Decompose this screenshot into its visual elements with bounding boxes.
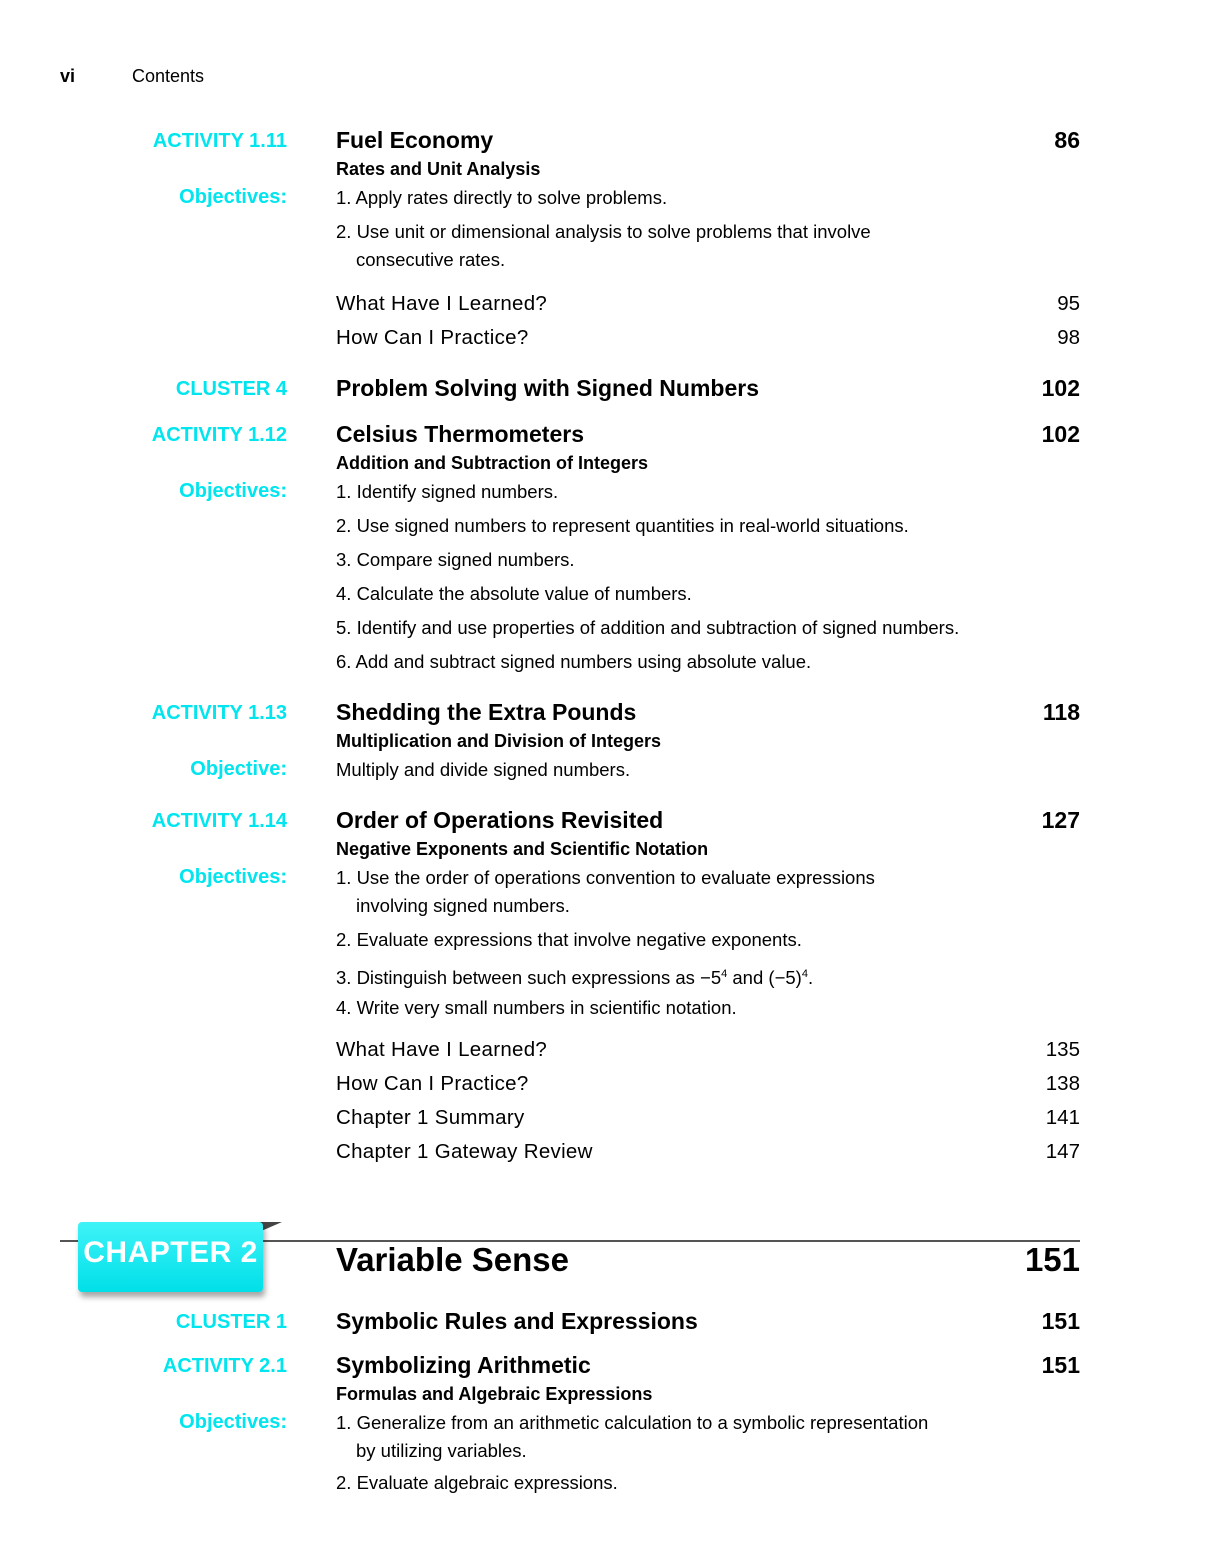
math-expression: (−5) [768,967,802,989]
objective-item: 3. Compare signed numbers. [336,549,575,570]
objective-text: . [807,967,814,989]
objective-line: 1. Generalize from an arithmetic calculation to a symbolic representation [336,1412,929,1433]
objective-line: 1. Use the order of operations convention to evaluate expressions [336,867,875,888]
objective-item [336,218,1036,274]
objective-text: and [727,967,769,989]
objective-item: 1. Apply rates directly to solve problems. [336,187,668,208]
activity-label: ACTIVITY 1.14 [151,810,287,832]
activity-title: Symbolizing Arithmetic [336,1352,591,1378]
objectives-label: Objectives: [179,1411,287,1433]
objectives-label: Objectives: [179,480,287,502]
cluster-page: 151 [1041,1308,1080,1334]
toc-entry-practice: How Can I Practice? [336,326,529,349]
toc-entry-page: 138 [1045,1072,1080,1095]
toc-entry-page: 135 [1045,1038,1080,1061]
objective-item: 1. Identify signed numbers. [336,481,559,502]
activity-page: 118 [1042,699,1080,725]
objective-item: 6. Add and subtract signed numbers using absolute value. [336,651,812,672]
math-expression: −5 [700,967,722,989]
cluster-page: 102 [1041,375,1080,401]
objective-item: 2. Evaluate expressions that involve negative exponents. [336,929,802,950]
objective-item: 4. Write very small numbers in scientific notation. [336,997,737,1018]
math-exponent: 4 [801,968,808,980]
activity-page: 127 [1041,807,1080,833]
cluster-title: Symbolic Rules and Expressions [336,1308,698,1334]
activity-page: 151 [1041,1352,1080,1378]
objectives-label: Objectives: [179,866,287,888]
toc-entry-gateway: Chapter 1 Gateway Review [336,1140,593,1163]
objectives-label: Objectives: [179,186,287,208]
chapter-tab-label: CHAPTER 2 [83,1236,258,1269]
running-header-title: Contents [132,66,205,86]
toc-entry-summary: Chapter 1 Summary [336,1106,525,1129]
activity-subtitle: Multiplication and Division of Integers [336,731,662,751]
objective-item: 2. Use signed numbers to represent quantities in real-world situations. [336,515,909,536]
activity-title: Fuel Economy [336,127,494,153]
math-exponent: 4 [721,968,728,980]
objective-item [336,960,1036,992]
objective-item: 4. Calculate the absolute value of numbers. [336,583,692,604]
activity-label: ACTIVITY 2.1 [162,1355,287,1377]
toc-entry-page: 95 [1057,292,1080,315]
activity-subtitle: Rates and Unit Analysis [336,159,541,179]
activity-title: Order of Operations Revisited [336,807,664,833]
activity-title: Shedding the Extra Pounds [336,699,637,725]
activity-page: 102 [1041,421,1080,447]
toc-entry-practice: How Can I Practice? [336,1072,529,1095]
toc-entry-page: 141 [1045,1106,1080,1129]
objective-line-continued: by utilizing variables. [356,1440,527,1461]
objective-text: 3. Distinguish between such expressions as [336,967,701,989]
activity-page: 86 [1054,127,1080,153]
activity-subtitle: Negative Exponents and Scientific Notation [336,839,709,859]
chapter-title: Variable Sense [336,1241,569,1278]
toc-entry-page: 98 [1057,326,1080,349]
activity-label: ACTIVITY 1.12 [151,424,287,446]
toc-entry-learned: What Have I Learned? [336,1038,548,1061]
cluster-label: CLUSTER 1 [175,1311,287,1333]
toc-entry-page: 147 [1045,1140,1080,1163]
objective-item: 2. Evaluate algebraic expressions. [336,1472,618,1493]
objective-line-continued: consecutive rates. [356,249,506,270]
activity-label: ACTIVITY 1.13 [151,702,287,724]
toc-entry-learned: What Have I Learned? [336,292,548,315]
objective-line-continued: involving signed numbers. [356,895,570,916]
objective-item [336,864,1036,920]
objective-item: 5. Identify and use properties of addition and subtraction of signed numbers. [336,617,960,638]
activity-subtitle: Addition and Subtraction of Integers [336,453,648,473]
objective-line: 2. Use unit or dimensional analysis to solve problems that involve [336,221,871,242]
activity-label: ACTIVITY 1.11 [152,130,287,152]
objective-item: Multiply and divide signed numbers. [336,759,631,780]
chapter-tab [78,1222,263,1292]
chapter-page: 151 [1024,1241,1080,1278]
objective-label: Objective: [190,758,287,780]
activity-subtitle: Formulas and Algebraic Expressions [336,1384,653,1404]
cluster-label: CLUSTER 4 [175,378,287,400]
page-number: vi [60,66,76,86]
cluster-title: Problem Solving with Signed Numbers [336,375,759,401]
objective-item [336,1409,1036,1465]
activity-title: Celsius Thermometers [336,421,584,447]
